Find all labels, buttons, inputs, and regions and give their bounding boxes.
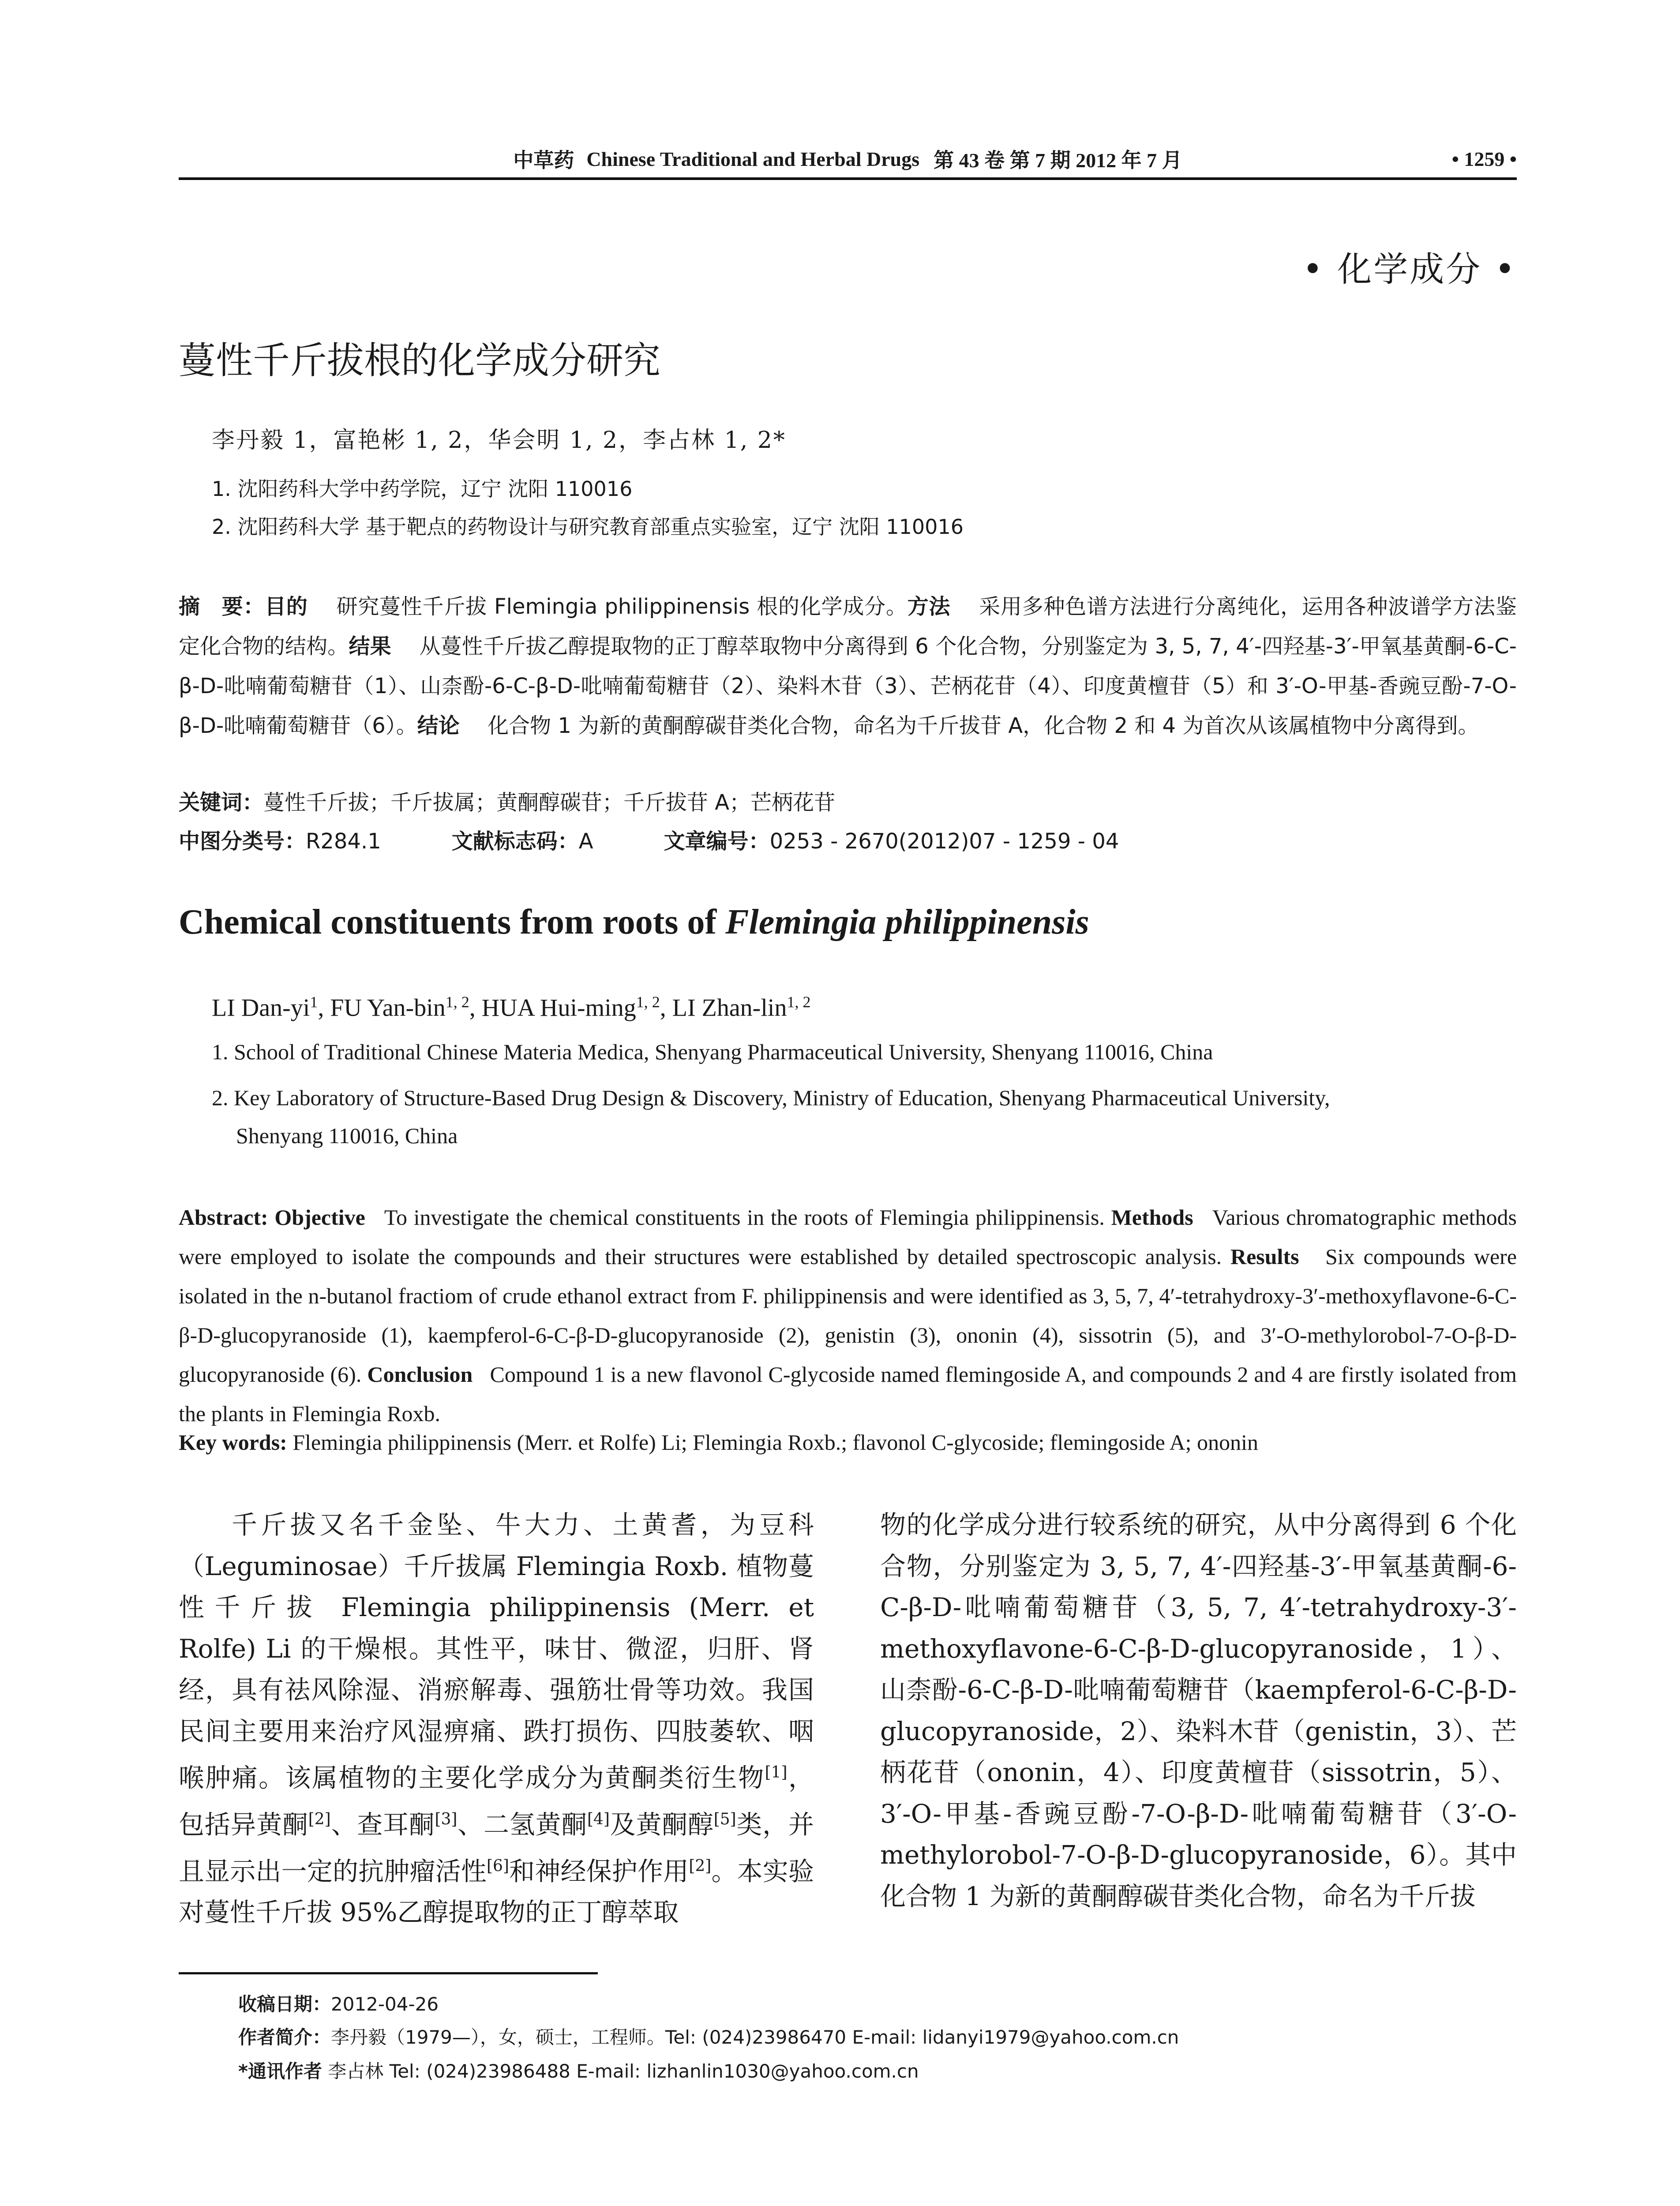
abstract-cn-conclusion-label: 结论: [417, 713, 460, 738]
footnote-label: 收稿日期：: [238, 1993, 331, 2015]
author-en-affil: 1, 2: [445, 993, 469, 1011]
clc-value: R284.1: [306, 829, 381, 854]
author-en: FU Yan-bin: [330, 994, 446, 1022]
citation: [3]: [435, 1810, 458, 1828]
footnote-text: 李占林 Tel: (024)23986488 E-mail: lizhanlin1030@yahoo.com.cn: [322, 2060, 919, 2082]
keywords-en-text: Flemingia philippinensis (Merr. et Rolfe) Li; Flemingia Roxb.; flavonol C-glycoside; flemingoside A; ononin: [292, 1430, 1258, 1455]
journal-name-en: Chinese Traditional and Herbal Drugs: [586, 147, 920, 170]
page-number: • 1259 •: [1451, 147, 1517, 170]
body-text: 和神经保护作用: [509, 1856, 689, 1886]
author-en: LI Zhan-lin: [672, 994, 787, 1022]
author-en-affil: 1, 2: [636, 993, 660, 1011]
abstract-en-objective-label: Objective: [274, 1205, 365, 1230]
abstract-cn-method: 采用多种色谱方法进行分离纯化，运用各种波谱学方法鉴定化合物的结构。: [179, 594, 1517, 659]
footnote-author-bio: [238, 2023, 1179, 2049]
author-en: LI Dan-yi: [212, 994, 310, 1022]
affiliation-en-2-line1: 2. Key Laboratory of Structure-Based Drug Design & Discovery, Ministry of Education, Shenyang Pharmaceutical University,: [212, 1085, 1330, 1110]
footnote-corresponding: [238, 2057, 919, 2083]
affiliation-cn-2: 2. 沈阳药科大学 基于靶点的药物设计与研究教育部重点实验室，辽宁 沈阳 110016: [212, 515, 964, 539]
keywords-cn-text: 蔓性千斤拔；千斤拔属；黄酮醇碳苷；千斤拔苷 A；芒柄花苷: [263, 790, 836, 815]
abstract-cn-method-label: 方法: [907, 594, 951, 619]
citation: [2]: [308, 1810, 331, 1828]
running-header: [179, 141, 1517, 176]
keywords-cn-label: 关键词：: [179, 790, 264, 815]
footnote-text: 李丹毅（1979—），女，硕士，工程师。Tel: (024)23986470 E-mail: lidanyi1979@yahoo.com.cn: [331, 2026, 1179, 2048]
abstract-cn-label: 摘 要：: [179, 594, 265, 619]
issue-info: 第 43 卷 第 7 期 2012 年 7 月: [934, 149, 1182, 172]
abstract-cn-result: 从蔓性千斤拔乙醇提取物的正丁醇萃取物中分离得到 6 个化合物，分别鉴定为 3, 5, 7, 4′-四羟基-3′-甲氧基黄酮-6-C-β-D-吡喃葡萄糖苷（1）、山柰酚-6-C-β-D-吡喃葡萄糖苷（2）、染料木苷（3）、芒柄花苷（4）、印度黄檀苷（5）和 3′-O-甲基-香豌豆酚-7-O-β-D-吡喃葡萄糖苷（6）。: [179, 634, 1517, 738]
body-text: 。本实验对蔓性千斤拔 95%乙醇提取物的正丁醇萃取: [179, 1856, 814, 1928]
classification-meta: [179, 824, 1517, 855]
abstract-en-conclusion-label: Conclusion: [367, 1362, 473, 1387]
title-en-species: Flemingia philippinensis: [725, 903, 1089, 942]
body-column-right: 物的化学成分进行较系统的研究，从中分离得到 6 个化合物，分别鉴定为 3, 5, 7, 4′-四羟基-3′-甲氧基黄酮-6-C-β-D-吡喃葡萄糖苷（3, 5, 7, 4′-tetrahydroxy-3′-methoxyflavone-6-C-β-D-glucopyranoside，1）、山柰酚-6-C-β-D-吡喃葡萄糖苷（kaempferol-6-C-β-D-glucopyranoside，2）、染料木苷（genistin，3）、芒柄花苷（ononin，4）、印度黄檀苷（sissotrin，5）、3′-O-甲基-香豌豆酚-7-O-β-D-吡喃葡萄糖苷（3′-O-methylorobol-7-O-β-D-glucopyranoside，6）。其中化合物 1 为新的黄酮醇碳苷类化合物，命名为千斤拔: [880, 1510, 1517, 1911]
article-label: 文章编号：: [664, 829, 770, 854]
title-cn: 蔓性千斤拔根的化学成分研究: [179, 339, 661, 382]
footnote-received: [238, 1990, 439, 2016]
citation: [1]: [765, 1763, 788, 1782]
doc-label: 文献标志码：: [451, 829, 579, 854]
abstract-en-methods-label: Methods: [1111, 1205, 1193, 1230]
body-text: 千斤拔又名千金坠、牛大力、土黄耆，为豆科（Leguminosae）千斤拔属 Flemingia Roxb. 植物蔓性千斤拔 Flemingia philippinensis (Merr. et Rolfe) Li 的干燥根。其性平，味甘、微涩，归肝、肾经，具有祛风除湿、消瘀解毒、强筋壮骨等功效。我国民间主要用来治疗风湿痹痛、跌打损伤、四肢萎软、咽喉肿痛。该属植物的主要化学成分为黄酮类衍生物: [179, 1510, 814, 1793]
title-en-prefix: Chemical constituents from roots of: [179, 903, 726, 942]
footnote-rule: [179, 1972, 598, 1974]
abstract-en-conclusion: Compound 1 is a new flavonol C-glycoside named flemingoside A, and compounds 2 and 4 are firstly isolated from the plants in Flemingia Roxb.: [179, 1362, 1517, 1426]
clc-label: 中图分类号：: [179, 829, 306, 854]
abstract-en-objective: To investigate the chemical constituents in the roots of Flemingia philippinensis.: [384, 1205, 1105, 1230]
abstract-cn-objective: 研究蔓性千斤拔 Flemingia philippinensis 根的化学成分。: [336, 594, 908, 619]
article-value: 0253 - 2670(2012)07 - 1259 - 04: [769, 829, 1119, 854]
affiliation-cn-1: 1. 沈阳药科大学中药学院，辽宁 沈阳 110016: [212, 477, 633, 501]
body-column-left: [179, 1504, 814, 1933]
body-text: 类，并且显示出一定的抗肿瘤活性: [179, 1809, 814, 1886]
abstract-en-results-label: Results: [1230, 1244, 1299, 1269]
body-text: 、二氢黄酮: [457, 1809, 587, 1840]
affiliation-en-2: [212, 1079, 1517, 1155]
article-number: [664, 824, 1119, 855]
document-code: [452, 824, 593, 855]
abstract-cn-conclusion: 化合物 1 为新的黄酮醇碳苷类化合物，命名为千斤拔苷 A，化合物 2 和 4 为首次从该属植物中分离得到。: [488, 713, 1479, 738]
affiliation-en-2-line2: Shenyang 110016, China: [236, 1123, 458, 1148]
section-tag: • 化学成分 •: [1302, 250, 1517, 289]
header-rule: [179, 177, 1517, 180]
doc-value: A: [578, 829, 593, 854]
journal-name-cn: 中草药: [513, 149, 574, 172]
footnote-label: 作者简介：: [238, 2026, 331, 2048]
abstract-en-methods: Various chromatographic methods were employed to isolate the compounds and their structures were established by detailed spectroscopic analysis.: [179, 1205, 1517, 1269]
affiliation-en-1: 1. School of Traditional Chinese Materia Medica, Shenyang Pharmaceutical University, Shenyang 110016, China: [212, 1039, 1213, 1064]
citation: [2]: [689, 1857, 712, 1875]
body-text: 及黄酮醇: [609, 1809, 714, 1840]
keywords-en: [179, 1429, 1517, 1455]
clc-number: [179, 824, 381, 855]
citation: [6]: [486, 1857, 509, 1875]
author-en-affil: 1: [310, 993, 318, 1011]
abstract-cn-objective-label: 目的: [265, 594, 308, 619]
authors-cn: 李丹毅 1，富艳彬 1, 2，华会明 1, 2，李占林 1, 2*: [212, 427, 786, 454]
abstract-cn: [179, 587, 1517, 746]
citation: [4]: [587, 1810, 610, 1828]
abstract-en-label: Abstract:: [179, 1205, 268, 1230]
citation: [5]: [713, 1810, 736, 1828]
body-text: 、查耳酮: [330, 1809, 435, 1840]
title-en: [179, 902, 1089, 942]
authors-en: LI Dan-$yi^1$, FU Yan-bin$^{1, 2}$, HUA Hui-ming$^{1, 2}$, LI Zhan-lin$^{1, 2}$: [212, 993, 811, 1022]
footnote-text: 2012-04-26: [331, 1993, 439, 2015]
footnote-label: *通讯作者: [238, 2060, 322, 2082]
body-text: ，包括异黄酮: [179, 1763, 814, 1840]
keywords-cn: [179, 785, 1517, 816]
keywords-en-label: Key words:: [179, 1430, 287, 1455]
abstract-cn-result-label: 结果: [349, 634, 391, 659]
abstract-en-results: Six compounds were isolated in the n-butanol fractiom of crude ethanol extract from F. philippinensis and were identified as 3, 5, 7, 4′-tetrahydroxy-3′-methoxyflavone-6-C-β-D-glucopyranoside (1), kaempferol-6-C-β-D-glucopyranoside (2), genistin (3), ononin (4), sissotrin (5), and 3′-O-methylorobol-7-O-β-D-glucopyranoside (6).: [179, 1244, 1517, 1387]
author-en: HUA Hui-ming: [481, 994, 636, 1022]
author-en-affil: 1, 2: [787, 993, 811, 1011]
abstract-en: [179, 1198, 1517, 1433]
